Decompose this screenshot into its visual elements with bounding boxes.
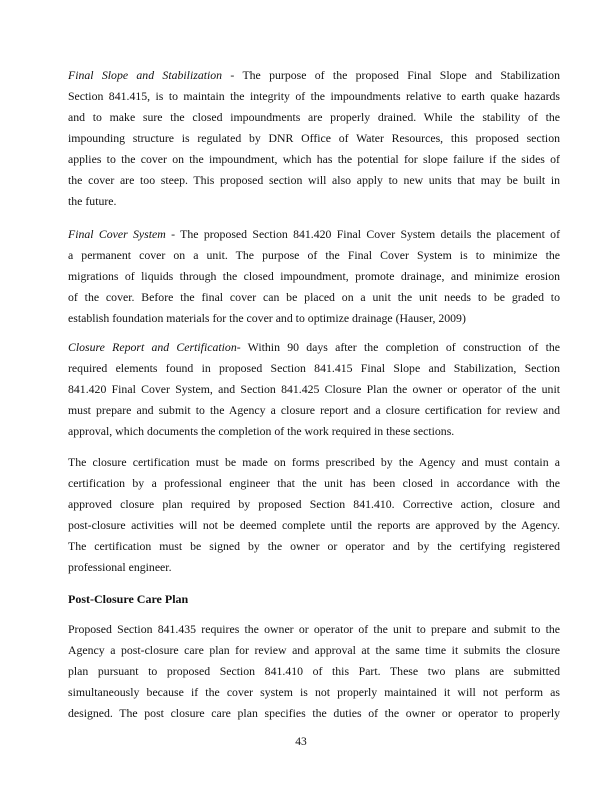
- paragraph-final-cover: [68, 224, 560, 329]
- paragraph-post-closure: [68, 619, 560, 724]
- text-line: must prepare and submit to the Agency a closure report and a closure certification for review and: [68, 403, 560, 417]
- paragraph-final-slope: [68, 65, 560, 212]
- text-line: The closure certification must be made on forms prescribed by the Agency and must contain a: [68, 455, 560, 469]
- text-line: - Within 90 days after the completion of construction of the: [236, 340, 560, 354]
- text-line: plan pursuant to proposed Section 841.410 of this Part. These two plans are submitted: [68, 664, 560, 678]
- text-line: professional engineer.: [68, 560, 172, 574]
- page-number: 43: [295, 736, 307, 748]
- text-line: 841.420 Final Cover System, and Section 841.425 Closure Plan the owner or operator of the unit: [68, 382, 560, 396]
- text-line: of the cover. Before the final cover can be placed on a unit the unit needs to be graded to: [68, 290, 560, 304]
- text-line: post-closure activities will not be deemed complete until the reports are approved by the Agency.: [68, 518, 560, 532]
- text-line: Proposed Section 841.435 requires the owner or operator of the unit to prepare and submit to the: [68, 622, 560, 636]
- text-line: a permanent cover on a unit. The purpose of the Final Cover System is to minimize the: [68, 248, 560, 262]
- text-line: - The proposed Section 841.420 Final Cover System details the placement of: [165, 227, 561, 241]
- text-line: The certification must be signed by the owner or operator and by the certifying registered: [68, 539, 560, 553]
- paragraph-title: Closure Report and Certification: [68, 340, 237, 354]
- text-line: Section 841.415, is to maintain the integrity of the impoundments relative to earth quake hazards: [68, 89, 560, 103]
- section-heading: Post-Closure Care Plan: [68, 592, 189, 606]
- text-line: the future.: [68, 194, 117, 208]
- paragraph-title: Final Slope and Stabilization: [68, 68, 223, 82]
- text-line: migrations of liquids through the closed impoundment, promote drainage, and minimize erosion: [68, 269, 560, 283]
- text-line: and to make sure the closed impoundments are properly drained. While the stability of the: [68, 110, 560, 124]
- paragraph-closure-certification: [68, 452, 560, 578]
- text-line: simultaneously because if the cover system is not properly maintained it will not perform as: [68, 685, 560, 699]
- text-line: approval, which documents the completion of the work required in these sections.: [68, 424, 455, 438]
- text-line: impounding structure is regulated by DNR Office of Water Resources, this proposed section: [68, 131, 560, 145]
- text-line: required elements found in proposed Section 841.415 Final Slope and Stabilization, Section: [68, 361, 560, 375]
- text-line: the cover are too steep. This proposed section will also apply to new units that may be built in: [68, 173, 560, 187]
- text-line: Agency a post-closure care plan for review and approval at the same time it submits the closure: [68, 643, 560, 657]
- text-line: establish foundation materials for the cover and to optimize drainage (Hauser, 2009): [68, 311, 466, 325]
- text-line: - The purpose of the proposed Final Slope and Stabilization: [222, 68, 560, 82]
- paragraph-closure-report: [68, 337, 560, 442]
- text-line: designed. The post closure care plan specifies the duties of the owner or operator to properly: [68, 706, 560, 720]
- text-line: approved closure plan required by proposed Section 841.410. Corrective action, closure and: [68, 497, 560, 511]
- paragraph-title: Final Cover System: [68, 227, 166, 241]
- text-line: applies to the cover on the impoundment, which has the potential for slope failure if the sides of: [68, 152, 560, 166]
- text-line: certification by a professional engineer that the unit has been closed in accordance with the: [68, 476, 560, 490]
